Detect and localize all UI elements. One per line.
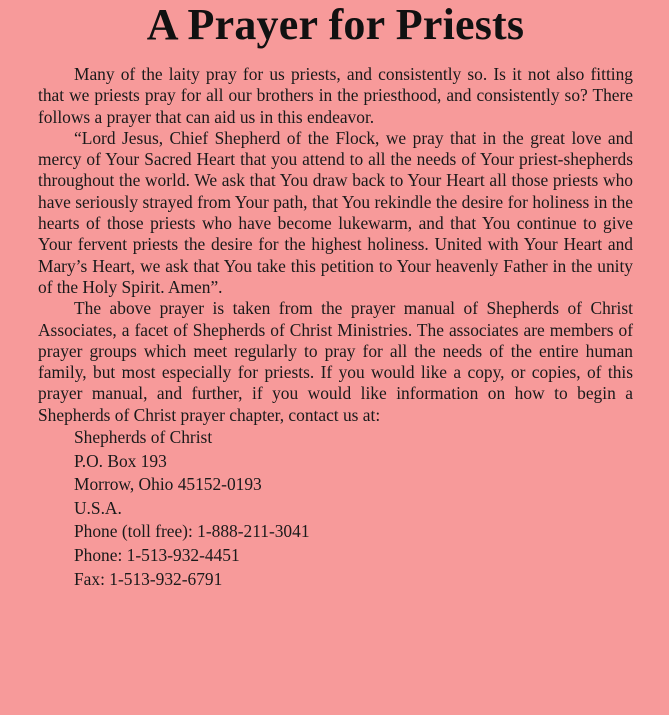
- contact-country: U.S.A.: [74, 497, 122, 518]
- prayer-paragraph: “Lord Jesus, Chief Shepherd of the Flock, we pray that in the great love and mercy of Your Sacred Heart that you attend to all the needs of Your priest-shepherds throughout the world. We ask that You draw back to Your Heart all those priests who have seriously strayed from Your path, that You rekindle the desire for holiness in the hearts of those priests who have become lukewarm, and that You continue to give Your fervent priests the desire for the highest holiness. United with Your Heart and Mary’s Heart, we ask that You take this petition to Your heavenly Father in the unity of the Holy Spirit. Amen”.: [38, 127, 633, 297]
- page-title: A Prayer for Priests: [146, 0, 525, 49]
- contact-phone: Phone: 1-513-932-4451: [74, 545, 240, 566]
- manual-paragraph: The above prayer is taken from the prayer manual of Shepherds of Christ Associates, a facet of Shepherds of Christ Ministries. The associates are members of prayer groups which meet regularly to pray for all the needs of the entire human family, but most especially for priests. If you would like a copy, or copies, of this prayer manual, and further, if you would like information on how to begin a Shepherds of Christ prayer chapter, contact us at:: [38, 298, 633, 425]
- article-body: [38, 64, 633, 426]
- contact-phone-toll-free: Phone (toll free): 1-888-211-3041: [74, 521, 310, 542]
- contact-fax: Fax: 1-513-932-6791: [74, 568, 223, 589]
- intro-paragraph: Many of the laity pray for us priests, and consistently so. Is it not also fitting that we priests pray for all our brothers in the priesthood, and consistently so? There follows a prayer that can aid us in this endeavor.: [38, 64, 633, 127]
- contact-address-block: [38, 426, 633, 591]
- contact-name: Shepherds of Christ: [74, 427, 213, 448]
- contact-city: Morrow, Ohio 45152-0193: [74, 474, 262, 495]
- contact-po-box: P.O. Box 193: [74, 450, 167, 471]
